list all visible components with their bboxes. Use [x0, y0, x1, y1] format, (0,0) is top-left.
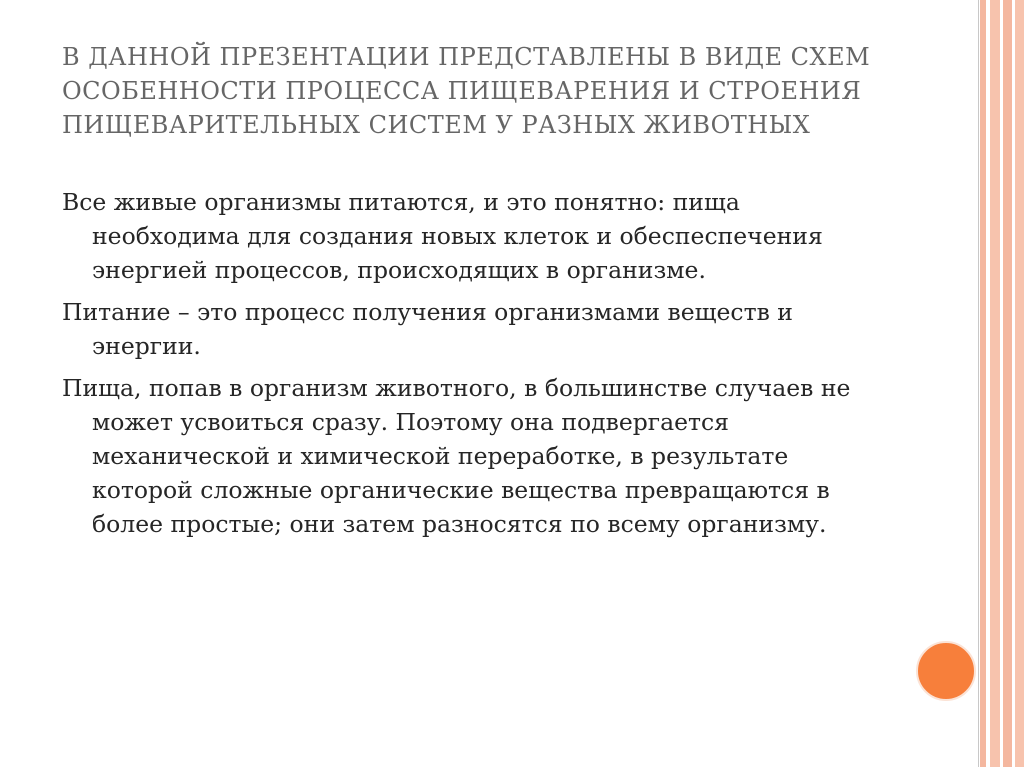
paragraph: Все живые организмы питаются, и это понятно: пища необходима для создания новых клеток и обеспеспечения энергией процессов, происходящих в организме.	[62, 188, 823, 284]
slide-title: В ДАННОЙ ПРЕЗЕНТАЦИИ ПРЕДСТАВЛЕНЫ В ВИДЕ СХЕМ ОСОБЕННОСТИ ПРОЦЕССА ПИЩЕВАРЕНИЯ И СТРОЕНИЯ ПИЩЕВАРИТЕЛЬНЫХ СИСТЕМ У РАЗНЫХ ЖИВОТНЫХ	[62, 43, 871, 139]
decorative-stripe	[990, 0, 1000, 767]
slide-body	[62, 185, 892, 549]
decorative-stripe	[1003, 0, 1012, 767]
accent-circle-icon	[916, 641, 976, 701]
decorative-stripe	[1015, 0, 1024, 767]
paragraph: Питание – это процесс получения организмами веществ и энергии.	[62, 298, 793, 360]
paragraph: Пища, попав в организм животного, в большинстве случаев не может усвоиться сразу. Поэтому она подвергается механической и химической переработке, в результате которой сложные органические вещества превращаются в более простые; они затем разносятся по всему организму.	[62, 374, 851, 538]
